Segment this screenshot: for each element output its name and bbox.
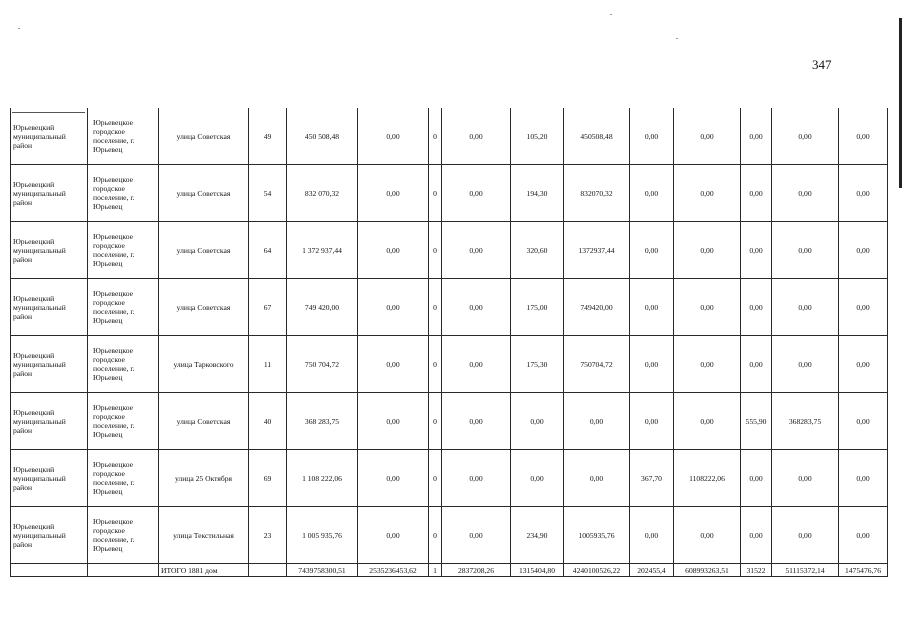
value-cell-c4: 0,00	[442, 450, 511, 507]
value-cell-c10: 0,00	[772, 450, 839, 507]
area-cell: Юрьевецкий муниципальный район	[11, 393, 88, 450]
value-cell-c9: 0,00	[741, 507, 772, 564]
value-cell-c8: 0,00	[674, 108, 741, 165]
value-cell-c8: 0,00	[674, 507, 741, 564]
value-cell-c10: 0,00	[772, 222, 839, 279]
value-cell-c8: 0,00	[674, 222, 741, 279]
value-cell-c3: 0	[429, 336, 442, 393]
house-number-cell: 54	[249, 165, 287, 222]
value-cell-c3: 0	[429, 393, 442, 450]
value-cell-c1: 750 704,72	[287, 336, 358, 393]
settlement-cell: Юрьевецкое городское поселение, г. Юрьевец	[88, 222, 159, 279]
total-value-c11: 1475476,76	[839, 564, 888, 577]
empty-cell	[88, 564, 159, 577]
value-cell-c9: 0,00	[741, 108, 772, 165]
street-cell: улица Советская	[159, 165, 249, 222]
value-cell-c5: 105,20	[511, 108, 564, 165]
value-cell-c8: 1108222,06	[674, 450, 741, 507]
value-cell-c1: 368 283,75	[287, 393, 358, 450]
value-cell-c8: 0,00	[674, 279, 741, 336]
value-cell-c8: 0,00	[674, 393, 741, 450]
value-cell-c11: 0,00	[839, 450, 888, 507]
value-cell-c6: 450508,48	[564, 108, 630, 165]
empty-cell	[11, 564, 88, 577]
value-cell-c3: 0	[429, 279, 442, 336]
value-cell-c2: 0,00	[358, 450, 429, 507]
area-cell: Юрьевецкий муниципальный район	[11, 165, 88, 222]
settlement-cell: Юрьевецкое городское поселение, г. Юрьевец	[88, 279, 159, 336]
total-row	[11, 564, 888, 577]
value-cell-c9: 0,00	[741, 450, 772, 507]
value-cell-c6: 1372937,44	[564, 222, 630, 279]
value-cell-c8: 0,00	[674, 336, 741, 393]
total-value-c6: 4240100526,22	[564, 564, 630, 577]
value-cell-c1: 832 070,32	[287, 165, 358, 222]
value-cell-c3: 0	[429, 507, 442, 564]
value-cell-c6: 749420,00	[564, 279, 630, 336]
total-value-c8: 608993263,51	[674, 564, 741, 577]
table-row	[11, 336, 888, 393]
settlement-cell: Юрьевецкое городское поселение, г. Юрьевец	[88, 336, 159, 393]
value-cell-c1: 1 108 222,06	[287, 450, 358, 507]
value-cell-c2: 0,00	[358, 336, 429, 393]
total-value-c4: 2837208,26	[442, 564, 511, 577]
area-cell: Юрьевецкий муниципальный район	[11, 222, 88, 279]
empty-cell	[249, 564, 287, 577]
value-cell-c2: 0,00	[358, 393, 429, 450]
value-cell-c4: 0,00	[442, 279, 511, 336]
value-cell-c10: 0,00	[772, 108, 839, 165]
total-value-c3: 1	[429, 564, 442, 577]
value-cell-c11: 0,00	[839, 108, 888, 165]
value-cell-c6: 750704,72	[564, 336, 630, 393]
house-number-cell: 49	[249, 108, 287, 165]
table-row	[11, 507, 888, 564]
scan-speck	[676, 38, 678, 39]
value-cell-c10: 0,00	[772, 336, 839, 393]
value-cell-c2: 0,00	[358, 507, 429, 564]
settlement-cell: Юрьевецкое городское поселение, г. Юрьевец	[88, 507, 159, 564]
value-cell-c11: 0,00	[839, 165, 888, 222]
value-cell-c10: 368283,75	[772, 393, 839, 450]
value-cell-c8: 0,00	[674, 165, 741, 222]
value-cell-c10: 0,00	[772, 165, 839, 222]
value-cell-c3: 0	[429, 450, 442, 507]
area-cell: Юрьевецкий муниципальный район	[11, 450, 88, 507]
total-value-c1: 7439758300,51	[287, 564, 358, 577]
value-cell-c10: 0,00	[772, 507, 839, 564]
value-cell-c5: 175,00	[511, 279, 564, 336]
value-cell-c4: 0,00	[442, 336, 511, 393]
table-row	[11, 450, 888, 507]
street-cell: улица Советская	[159, 393, 249, 450]
settlement-cell: Юрьевецкое городское поселение, г. Юрьевец	[88, 450, 159, 507]
settlement-cell: Юрьевецкое городское поселение, г. Юрьевец	[88, 165, 159, 222]
street-cell: улица Советская	[159, 108, 249, 165]
value-cell-c9: 0,00	[741, 336, 772, 393]
total-label: ИТОГО 1881 дом	[159, 564, 249, 577]
table-row	[11, 393, 888, 450]
table-row	[11, 222, 888, 279]
value-cell-c3: 0	[429, 108, 442, 165]
table-row	[11, 279, 888, 336]
value-cell-c6: 0,00	[564, 393, 630, 450]
scan-edge-mark	[899, 18, 902, 188]
total-value-c5: 1315404,80	[511, 564, 564, 577]
value-cell-c9: 0,00	[741, 279, 772, 336]
value-cell-c2: 0,00	[358, 279, 429, 336]
value-cell-c4: 0,00	[442, 507, 511, 564]
value-cell-c11: 0,00	[839, 336, 888, 393]
value-cell-c5: 0,00	[511, 450, 564, 507]
value-cell-c7: 0,00	[630, 165, 674, 222]
value-cell-c2: 0,00	[358, 108, 429, 165]
value-cell-c11: 0,00	[839, 279, 888, 336]
value-cell-c7: 367,70	[630, 450, 674, 507]
street-cell: улица 25 Октября	[159, 450, 249, 507]
value-cell-c7: 0,00	[630, 108, 674, 165]
street-cell: улица Тарковского	[159, 336, 249, 393]
value-cell-c9: 0,00	[741, 165, 772, 222]
page-number: 347	[812, 57, 832, 72]
scan-speck	[18, 28, 20, 29]
value-cell-c2: 0,00	[358, 222, 429, 279]
value-cell-c11: 0,00	[839, 507, 888, 564]
area-cell: Юрьевецкий муниципальный район	[11, 507, 88, 564]
value-cell-c5: 234,90	[511, 507, 564, 564]
total-value-c9: 31522	[741, 564, 772, 577]
value-cell-c4: 0,00	[442, 108, 511, 165]
value-cell-c7: 0,00	[630, 279, 674, 336]
value-cell-c10: 0,00	[772, 279, 839, 336]
total-value-c2: 2535236453,62	[358, 564, 429, 577]
value-cell-c7: 0,00	[630, 222, 674, 279]
value-cell-c1: 450 508,48	[287, 108, 358, 165]
value-cell-c4: 0,00	[442, 393, 511, 450]
house-number-cell: 23	[249, 507, 287, 564]
housing-program-table	[10, 108, 888, 577]
area-cell: Юрьевецкий муниципальный район	[11, 336, 88, 393]
value-cell-c1: 749 420,00	[287, 279, 358, 336]
area-cell: Юрьевецкий муниципальный район	[11, 108, 88, 165]
value-cell-c11: 0,00	[839, 393, 888, 450]
house-number-cell: 11	[249, 336, 287, 393]
value-cell-c3: 0	[429, 222, 442, 279]
value-cell-c7: 0,00	[630, 507, 674, 564]
value-cell-c4: 0,00	[442, 222, 511, 279]
value-cell-c9: 555,90	[741, 393, 772, 450]
house-number-cell: 69	[249, 450, 287, 507]
value-cell-c11: 0,00	[839, 222, 888, 279]
value-cell-c4: 0,00	[442, 165, 511, 222]
value-cell-c5: 175,30	[511, 336, 564, 393]
value-cell-c7: 0,00	[630, 393, 674, 450]
house-number-cell: 40	[249, 393, 287, 450]
area-cell: Юрьевецкий муниципальный район	[11, 279, 88, 336]
total-value-c7: 202455,4	[630, 564, 674, 577]
value-cell-c9: 0,00	[741, 222, 772, 279]
value-cell-c6: 1005935,76	[564, 507, 630, 564]
street-cell: улица Советская	[159, 222, 249, 279]
table-row	[11, 108, 888, 165]
value-cell-c2: 0,00	[358, 165, 429, 222]
value-cell-c5: 194,30	[511, 165, 564, 222]
settlement-cell: Юрьевецкое городское поселение, г. Юрьевец	[88, 108, 159, 165]
house-number-cell: 64	[249, 222, 287, 279]
scan-speck	[610, 14, 612, 15]
house-number-cell: 67	[249, 279, 287, 336]
settlement-cell: Юрьевецкое городское поселение, г. Юрьевец	[88, 393, 159, 450]
value-cell-c6: 832070,32	[564, 165, 630, 222]
total-value-c10: 51115372,14	[772, 564, 839, 577]
value-cell-c1: 1 372 937,44	[287, 222, 358, 279]
value-cell-c7: 0,00	[630, 336, 674, 393]
street-cell: улица Текстильная	[159, 507, 249, 564]
value-cell-c3: 0	[429, 165, 442, 222]
value-cell-c5: 320,60	[511, 222, 564, 279]
value-cell-c1: 1 005 935,76	[287, 507, 358, 564]
street-cell: улица Советская	[159, 279, 249, 336]
value-cell-c5: 0,00	[511, 393, 564, 450]
value-cell-c6: 0,00	[564, 450, 630, 507]
table-row	[11, 165, 888, 222]
